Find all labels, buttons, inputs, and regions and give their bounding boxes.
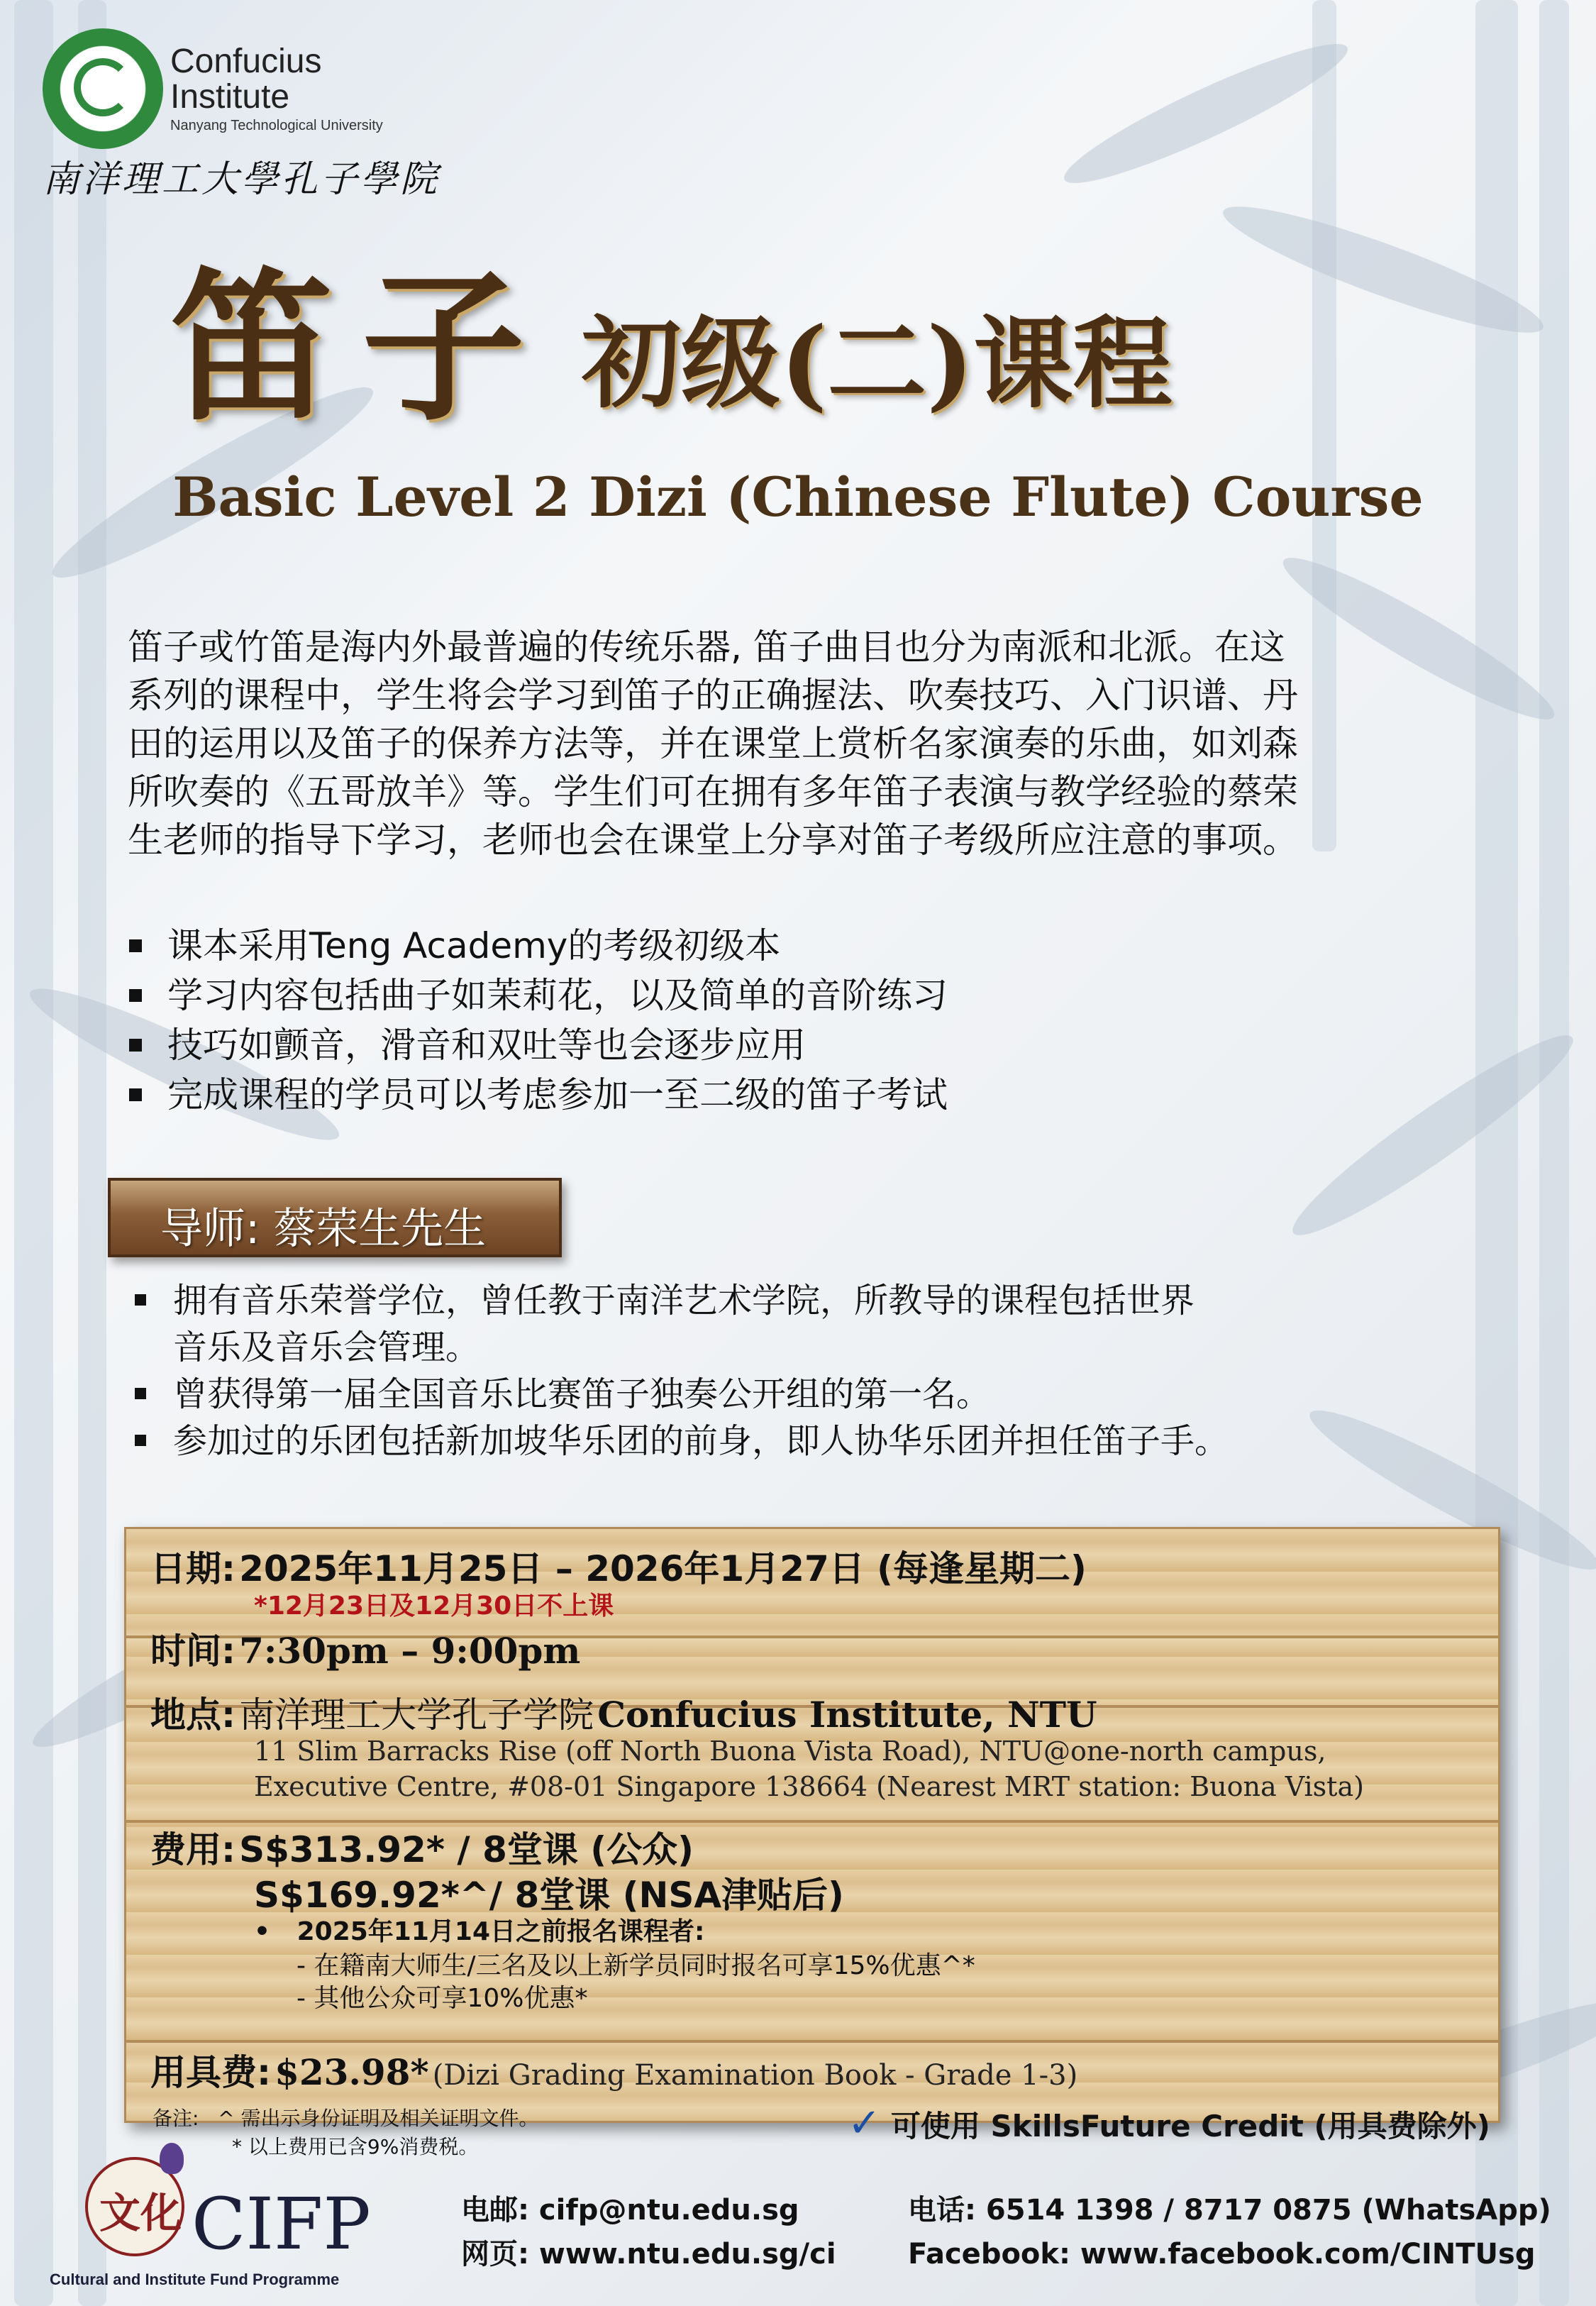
discount-1: - 在籍南大师生/三名及以上新学员同时报名可享15%优惠^* — [297, 1951, 975, 1980]
teacher-point-line: 音乐及音乐会管理。 — [173, 1328, 480, 1367]
date-label: 日期: — [150, 1548, 235, 1589]
fee-nsa: S$169.92*^/ 8堂课 (NSA津贴后) — [254, 1875, 844, 1916]
fee-public: S$313.92* / 8堂课 (公众) — [239, 1829, 694, 1870]
contact-phone: 电话: 6514 1398 / 8717 0875 (WhatsApp) — [908, 2194, 1551, 2227]
intro-line: 生老师的指导下学习，老师也会在课堂上分享对笛子考级所应注意的事项。 — [128, 820, 1298, 861]
logo-name — [170, 44, 321, 115]
cifp-name: CIFP — [192, 2183, 371, 2266]
time-value: 7:30pm – 9:00pm — [239, 1630, 581, 1672]
discount-2: - 其他公众可享10%优惠* — [297, 1984, 588, 2013]
teacher-point: 曾获得第一届全国音乐比赛笛子独奏公开组的第一名。 — [133, 1371, 1481, 1418]
confucius-institute-logo — [43, 28, 163, 149]
cifp-logo-mark: 文化 — [99, 2189, 182, 2237]
date-row — [150, 1540, 1087, 1591]
contact-facebook: Facebook: www.facebook.com/CINTUsg — [908, 2238, 1536, 2271]
intro-paragraph — [128, 623, 1504, 864]
logo-chinese-name: 南洋理工大學孔子學院 — [43, 158, 440, 201]
logo-name-line1: Confucius — [170, 43, 322, 80]
venue-english: Confucius Institute, NTU — [597, 1694, 1097, 1736]
intro-line: 田的运用以及笛子的保养方法等，并在课堂上赏析名家演奏的乐曲，如刘森 — [128, 723, 1298, 764]
title-dizi: 笛子 — [170, 252, 553, 443]
teacher-label-plaque — [108, 1178, 562, 1257]
bird-icon — [160, 2143, 184, 2174]
venue-label: 地点: — [150, 1694, 235, 1736]
checkmark-icon: ✓ — [848, 2100, 881, 2146]
contact-left — [461, 2188, 836, 2276]
time-label: 时间: — [150, 1631, 235, 1672]
contact-web: 网页: www.ntu.edu.sg/ci — [461, 2238, 836, 2271]
intro-line: 系列的课程中，学生将会学习到笛子的正确握法、吹奏技巧、入门识谱、丹 — [128, 675, 1298, 716]
early-bird — [254, 1915, 704, 1949]
remarks — [153, 2104, 539, 2161]
teacher-point-line: 拥有音乐荣誉学位，曾任教于南洋艺术学院，所教导的课程包括世界 — [173, 1281, 1195, 1320]
material-description: (Dizi Grading Examination Book - Grade 1-3) — [432, 2059, 1078, 2092]
date-note: *12月23日及12月30日不上课 — [254, 1591, 614, 1621]
course-points-list — [128, 921, 1504, 1120]
intro-line: 所吹奏的《五哥放羊》等。学生们可在拥有多年笛子表演与教学经验的蔡荣 — [128, 771, 1298, 812]
material-label: 用具费: — [150, 2052, 271, 2093]
teacher-label: 导师: 蔡荣生先生 — [160, 1204, 487, 1254]
title-english: Basic Level 2 Dizi (Chinese Flute) Course — [172, 465, 1424, 529]
skillsfuture-text: 可使用 SkillsFuture Credit (用具费除外) — [890, 2109, 1490, 2144]
cifp-subtitle: Cultural and Institute Fund Programme — [50, 2271, 340, 2288]
bullet-icon: • — [254, 1917, 297, 1946]
venue-address — [254, 1733, 1364, 1804]
intro-line: 笛子或竹笛是海内外最普遍的传统乐器, 笛子曲目也分为南派和北派。在这 — [128, 627, 1285, 668]
time-row — [150, 1623, 580, 1674]
address-line: 11 Slim Barracks Rise (off North Buona Vista Road), NTU@one-north campus, — [254, 1736, 1326, 1767]
venue-row — [150, 1687, 1097, 1738]
course-point: 学习内容包括曲子如茉莉花，以及简单的音阶练习 — [128, 971, 1504, 1020]
logo-emblem-icon — [74, 58, 132, 116]
material-price: $23.98* — [275, 2051, 429, 2093]
early-bird-text: 2025年11月14日之前报名课程者: — [297, 1917, 705, 1946]
fee-label: 费用: — [150, 1829, 235, 1870]
logo-subtitle: Nanyang Technological University — [170, 118, 383, 133]
address-line: Executive Centre, #08-01 Singapore 138664 (Nearest MRT station: Buona Vista) — [254, 1771, 1364, 1802]
teacher-point: 参加过的乐团包括新加坡华乐团的前身，即人协华乐团并担任笛子手。 — [133, 1418, 1481, 1464]
fee-row — [150, 1821, 694, 1872]
teacher-point — [133, 1277, 1481, 1371]
remarks-label: 备注: — [153, 2107, 199, 2130]
venue-chinese: 南洋理工大学孔子学院 — [239, 1694, 594, 1736]
contact-right — [908, 2188, 1551, 2276]
remarks-line1: ^ 需出示身份证明及相关证明文件。 — [218, 2107, 539, 2130]
course-point: 技巧如颤音，滑音和双吐等也会逐步应用 — [128, 1020, 1504, 1070]
skillsfuture-note — [848, 2100, 1490, 2146]
course-info-panel — [124, 1527, 1500, 2123]
teacher-points-list — [133, 1277, 1481, 1464]
wood-seam — [126, 2040, 1498, 2043]
course-point: 完成课程的学员可以考虑参加一至二级的笛子考试 — [128, 1070, 1504, 1120]
logo-name-line2: Institute — [170, 78, 290, 116]
contact-email: 电邮: cifp@ntu.edu.sg — [461, 2194, 799, 2227]
material-row — [150, 2044, 1077, 2095]
course-point: 课本采用Teng Academy的考级初级本 — [128, 921, 1504, 971]
title-level: 初级(二)课程 — [582, 306, 1173, 422]
date-value: 2025年11月25日 – 2026年1月27日 (每逢星期二) — [239, 1548, 1087, 1589]
remarks-line2: * 以上费用已含9%消费税。 — [232, 2135, 479, 2158]
